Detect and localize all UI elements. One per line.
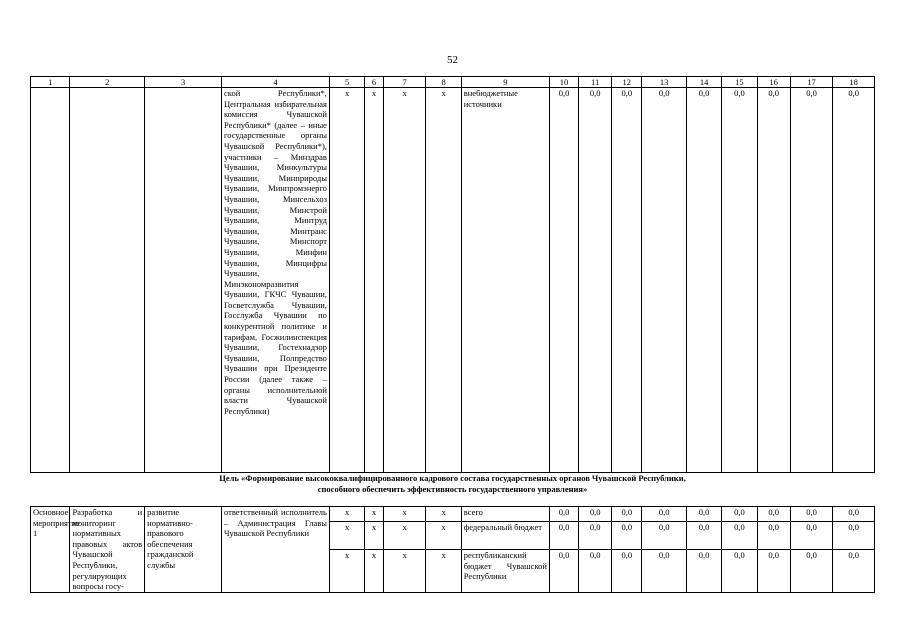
value-cell: 0,0 bbox=[757, 521, 790, 549]
value-cell: 0,0 bbox=[722, 550, 757, 593]
value-cell: 0,0 bbox=[790, 521, 833, 549]
value-cell: 0,0 bbox=[686, 88, 721, 473]
value-cell: 0,0 bbox=[722, 507, 757, 522]
column-number: 6 bbox=[365, 77, 384, 88]
column-number: 16 bbox=[757, 77, 790, 88]
value-cell: 0,0 bbox=[612, 507, 642, 522]
column-number: 10 bbox=[549, 77, 578, 88]
value-cell: 0,0 bbox=[757, 550, 790, 593]
value-cell: 0,0 bbox=[757, 507, 790, 522]
goal-line: Цель «Формирование высококвалифицированного кадрового состава государственных органов Чувашской Республики, bbox=[219, 473, 686, 483]
measure-name-cell: Разработка и мониторинг нормативных правовых актов Чувашской Республики, регулирующих вопросы госу- bbox=[70, 507, 145, 593]
value-cell: 0,0 bbox=[686, 507, 721, 522]
mark-cell: x bbox=[329, 88, 364, 473]
value-cell: 0,0 bbox=[686, 521, 721, 549]
value-cell: 0,0 bbox=[612, 521, 642, 549]
column-number: 13 bbox=[642, 77, 687, 88]
mark-cell: x bbox=[365, 550, 384, 593]
column-number: 17 bbox=[790, 77, 833, 88]
funding-source-cell: федеральный бюджет bbox=[461, 521, 549, 549]
measure-table bbox=[30, 506, 875, 593]
value-cell: 0,0 bbox=[642, 88, 687, 473]
column-number: 3 bbox=[145, 77, 222, 88]
column-number: 1 bbox=[31, 77, 70, 88]
goal-heading bbox=[30, 473, 875, 494]
column-number-row bbox=[31, 77, 875, 88]
mark-cell: x bbox=[383, 550, 426, 593]
program-table-continued bbox=[30, 76, 875, 473]
table-row bbox=[31, 507, 875, 522]
value-cell: 0,0 bbox=[833, 521, 875, 549]
goal-line: способного обеспечить эффективность государственного управления» bbox=[317, 483, 588, 494]
column-number: 4 bbox=[221, 77, 329, 88]
value-cell: 0,0 bbox=[833, 507, 875, 522]
measure-goal-cell: развитие нормативно-правового обеспечения гражданской службы bbox=[145, 507, 222, 593]
value-cell: 0,0 bbox=[549, 88, 578, 473]
value-cell: 0,0 bbox=[549, 550, 578, 593]
value-cell: 0,0 bbox=[579, 550, 612, 593]
mark-cell: x bbox=[426, 550, 461, 593]
value-cell: 0,0 bbox=[549, 507, 578, 522]
funding-source-cell: внебюджетные источники bbox=[461, 88, 549, 473]
column-number: 8 bbox=[426, 77, 461, 88]
value-cell: 0,0 bbox=[833, 88, 875, 473]
mark-cell: x bbox=[365, 88, 384, 473]
mark-cell: x bbox=[383, 507, 426, 522]
column-number: 12 bbox=[612, 77, 642, 88]
mark-cell: x bbox=[329, 507, 364, 522]
mark-cell: x bbox=[426, 88, 461, 473]
funding-source-cell: всего bbox=[461, 507, 549, 522]
value-cell: 0,0 bbox=[642, 507, 687, 522]
mark-cell: x bbox=[365, 507, 384, 522]
value-cell: 0,0 bbox=[549, 521, 578, 549]
table-row bbox=[31, 88, 875, 473]
column-number: 11 bbox=[579, 77, 612, 88]
value-cell: 0,0 bbox=[722, 521, 757, 549]
page-number: 52 bbox=[447, 54, 458, 66]
value-cell: 0,0 bbox=[833, 550, 875, 593]
value-cell: 0,0 bbox=[722, 88, 757, 473]
column-number: 15 bbox=[722, 77, 757, 88]
measure-executor-cell: ответственный исполнитель – Администрация Главы Чувашской Республики bbox=[221, 507, 329, 593]
executors-cell: ской Республики*, Центральная избирательная комиссия Чувашской Республики* (далее – иные государственные органы Чувашской Республики*), участники – Минздрав Чувашии, Минкультуры Чувашии, Минприроды Чувашии, Минпромэнерго Чувашии, Минсельхоз Чувашии, Минстрой Чувашии, Минтруд Чувашии, Минтранс Чувашии, Минспорт Чувашии, Минфин Чувашии, Минцифры Чувашии, Минэкономразвития Чувашии, ГКЧС Чувашии, Госветслужба Чувашии, Госслужба Чувашии по конкурентной политике и тарифам, Госжилинспекция Чувашии, Гостехнадзор Чувашии, Полпредство Чувашии при Президенте России (далее также – органы исполнительной власти Чувашской Республики) bbox=[221, 88, 329, 473]
value-cell: 0,0 bbox=[757, 88, 790, 473]
mark-cell: x bbox=[365, 521, 384, 549]
value-cell: 0,0 bbox=[642, 550, 687, 593]
value-cell: 0,0 bbox=[642, 521, 687, 549]
mark-cell: x bbox=[329, 521, 364, 549]
value-cell: 0,0 bbox=[579, 507, 612, 522]
measure-type-cell: Основное мероприятие 1 bbox=[31, 507, 70, 593]
funding-source-cell: республиканский бюджет Чувашской Республики bbox=[461, 550, 549, 593]
mark-cell: x bbox=[329, 550, 364, 593]
mark-cell: x bbox=[383, 521, 426, 549]
value-cell: 0,0 bbox=[579, 88, 612, 473]
mark-cell: x bbox=[426, 521, 461, 549]
column-number: 18 bbox=[833, 77, 875, 88]
column-number: 7 bbox=[383, 77, 426, 88]
value-cell: 0,0 bbox=[612, 88, 642, 473]
column-number: 2 bbox=[70, 77, 145, 88]
column-number: 5 bbox=[329, 77, 364, 88]
column-number: 9 bbox=[461, 77, 549, 88]
mark-cell: x bbox=[383, 88, 426, 473]
value-cell: 0,0 bbox=[686, 550, 721, 593]
value-cell: 0,0 bbox=[612, 550, 642, 593]
column-number: 14 bbox=[686, 77, 721, 88]
value-cell: 0,0 bbox=[790, 507, 833, 522]
mark-cell: x bbox=[426, 507, 461, 522]
value-cell: 0,0 bbox=[579, 521, 612, 549]
value-cell: 0,0 bbox=[790, 550, 833, 593]
value-cell: 0,0 bbox=[790, 88, 833, 473]
